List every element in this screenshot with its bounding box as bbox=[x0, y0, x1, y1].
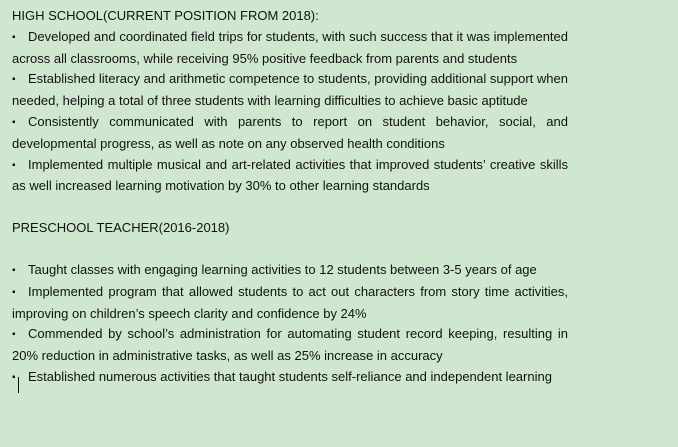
bullet-text: Commended by school’s administration for automating student record keeping, resulting in 20% reduction in administrative tasks, as well as 25% increase in accuracy bbox=[12, 326, 568, 364]
bullet-text: Consistently communicated with parents to report on student behavior, social, and developmental progress, as well as note on any observed health conditions bbox=[12, 113, 568, 151]
blank-line bbox=[12, 197, 568, 218]
section-title-high-school: HIGH SCHOOL(CURRENT POSITION FROM 2018): bbox=[12, 8, 319, 23]
bullet-text: Established literacy and arithmetic competence to students, providing additional support when needed, helping a total of three students with learning difficulties to achieve basic aptitude bbox=[12, 71, 568, 109]
document-body[interactable] bbox=[12, 6, 568, 389]
bullet-item bbox=[12, 324, 568, 367]
bullet-icon: ▪ bbox=[12, 329, 16, 341]
section-title-preschool: PRESCHOOL TEACHER(2016-2018) bbox=[12, 220, 230, 236]
bullet-text: Implemented multiple musical and art-related activities that improved students’ creative skills as well increased learning motivation by 30% to other learning standards bbox=[12, 156, 568, 194]
section-high-school bbox=[12, 6, 568, 197]
bullet-text: Established numerous activities that taught students self-reliance and independent learning bbox=[28, 368, 552, 384]
text-cursor[interactable] bbox=[18, 377, 19, 393]
bullet-item bbox=[12, 367, 568, 389]
bullet-icon: ▪ bbox=[12, 116, 16, 128]
blank-line bbox=[12, 239, 568, 260]
bullet-item bbox=[12, 282, 568, 325]
bullet-icon: ▪ bbox=[12, 159, 16, 171]
bullet-item bbox=[12, 27, 568, 70]
bullet-text: Developed and coordinated field trips for students, with such success that it was implemented across all classrooms, while receiving 95% positive feedback from parents and students bbox=[12, 28, 568, 66]
bullet-item bbox=[12, 112, 568, 155]
bullet-item bbox=[12, 69, 568, 112]
bullet-item bbox=[12, 155, 568, 198]
bullet-icon: ▪ bbox=[12, 371, 16, 383]
bullet-text: Implemented program that allowed students to act out characters from story time activities, improving on children’s speech clarity and confidence by 24% bbox=[12, 283, 568, 321]
bullet-icon: ▪ bbox=[12, 286, 16, 298]
bullet-item bbox=[12, 260, 568, 282]
bullet-icon: ▪ bbox=[12, 31, 16, 43]
bullet-icon: ▪ bbox=[12, 264, 16, 276]
section-preschool bbox=[12, 218, 568, 389]
bullet-text: Taught classes with engaging learning activities to 12 students between 3-5 years of age bbox=[28, 261, 537, 277]
bullet-icon: ▪ bbox=[12, 74, 16, 86]
